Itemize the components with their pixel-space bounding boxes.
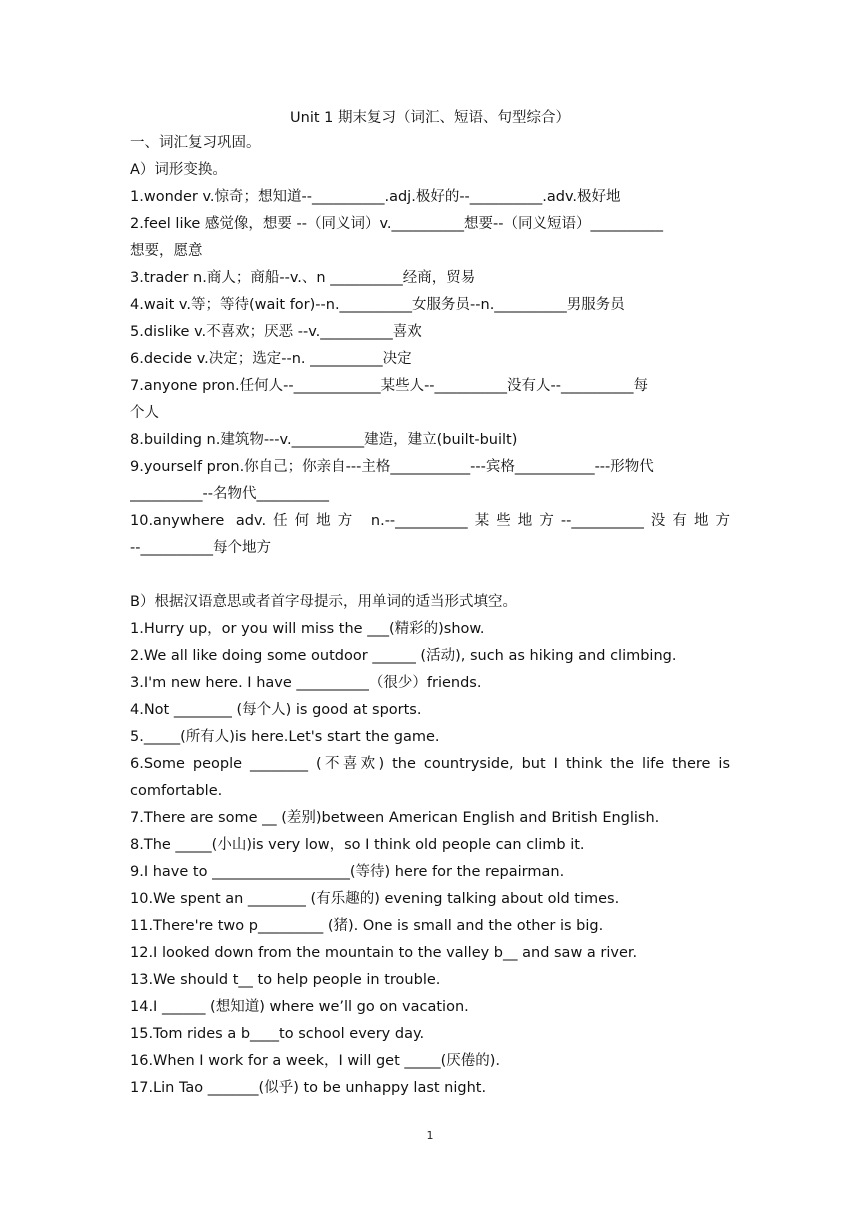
- part-b-heading: B）根据汉语意思或者首字母提示，用单词的适当形式填空。: [130, 594, 517, 610]
- exercise-line: 个人: [130, 405, 159, 421]
- exercise-line: 1.Hurry up，or you will miss the ___(精彩的)show.: [130, 621, 485, 637]
- exercise-line: comfortable.: [130, 783, 223, 799]
- exercise-line: 6.decide v.决定；选定--n. __________决定: [130, 351, 412, 367]
- part-a-heading: A）词形变换。: [130, 162, 227, 178]
- exercise-line: 3.trader n.商人；商船--v.、n __________经商，贸易: [130, 270, 476, 286]
- section-heading: 一、词汇复习巩固。: [130, 135, 261, 151]
- exercise-line: 10.anywhere adv.任何地方 n.--__________某些地方--__________没有地方: [130, 513, 730, 529]
- exercise-line: 10.We spent an ________ (有乐趣的) evening talking about old times.: [130, 891, 620, 907]
- exercise-line: 11.There're two p_________ (猪). One is small and the other is big.: [130, 918, 604, 934]
- exercise-line: 5._____(所有人)is here.Let's start the game.: [130, 729, 440, 745]
- exercise-line: 9.I have to ___________________(等待) here for the repairman.: [130, 864, 565, 880]
- spacer: [130, 562, 730, 589]
- page-number: 1: [426, 1129, 434, 1142]
- exercise-line: 想要，愿意: [130, 243, 203, 259]
- exercise-line: 15.Tom rides a b____to school every day.: [130, 1026, 425, 1042]
- exercise-line: 6.Some people ________ (不喜欢) the countryside, but I think the life there is: [130, 756, 730, 772]
- exercise-line: 16.When I work for a week，I will get _____(厌倦的)．: [130, 1053, 510, 1069]
- exercise-line: 17.Lin Tao _______(似乎) to be unhappy last night.: [130, 1080, 487, 1096]
- exercise-line: 4.wait v.等；等待(wait for)--n.__________女服务员--n.__________男服务员: [130, 297, 625, 313]
- exercise-line: 7.anyone pron.任何人--____________某些人--__________没有人--__________每: [130, 378, 648, 394]
- exercise-line: 12.I looked down from the mountain to the valley b__ and saw a river.: [130, 945, 638, 961]
- exercise-line: 8.The _____(小山)is very low，so I think old people can climb it.: [130, 837, 585, 853]
- exercise-line: 8.building n.建筑物---v.__________建造，建立(built-built): [130, 432, 518, 448]
- exercise-line: 14.I ______ (想知道) where we’ll go on vacation.: [130, 999, 469, 1015]
- exercise-line: 5.dislike v.不喜欢；厌恶 --v.__________喜欢: [130, 324, 422, 340]
- exercise-line: 13.We should t__ to help people in trouble.: [130, 972, 441, 988]
- exercise-line: 9.yourself pron.你自己；你亲自---主格___________---宾格___________---形物代: [130, 459, 654, 475]
- exercise-line: 2.feel like 感觉像，想要 --（同义词）v.__________想要--（同义短语）__________: [130, 216, 663, 232]
- exercise-line: 2.We all like doing some outdoor ______ (活动), such as hiking and climbing.: [130, 648, 677, 664]
- document-body: [130, 106, 730, 1129]
- exercise-line: 4.Not ________ (每个人) is good at sports.: [130, 702, 422, 718]
- exercise-line: 3.I'm new here. I have __________（很少）friends.: [130, 675, 482, 691]
- exercise-line: [130, 1102, 730, 1129]
- exercise-line: 1.wonder v.惊奇；想知道--__________.adj.极好的--__________.adv.极好地: [130, 189, 621, 205]
- exercise-line: __________--名物代__________: [130, 486, 329, 502]
- exercise-line: --__________每个地方: [130, 540, 271, 556]
- exercise-line: 7.There are some __ (差别)between American English and British English.: [130, 810, 660, 826]
- page-title: Unit 1 期末复习（词汇、短语、句型综合）: [290, 110, 570, 126]
